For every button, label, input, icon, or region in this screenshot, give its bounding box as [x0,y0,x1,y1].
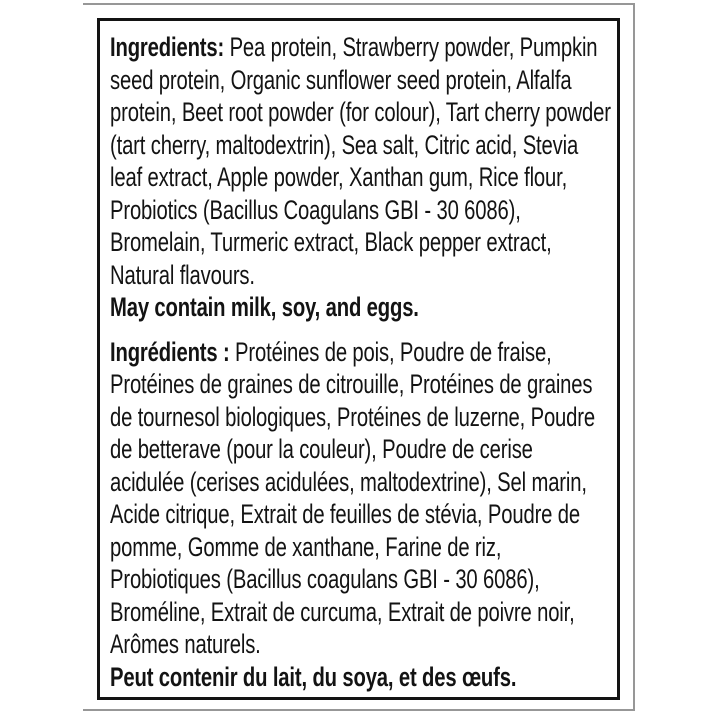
ingredients-french-heading: Ingrédients : [110,336,230,367]
ingredients-english-heading: Ingredients: [110,32,225,62]
ingredients-english [110,31,611,291]
ingredients-panel [97,18,620,700]
ingredients-english-list: Pea protein, Strawberry powder, Pumpkin seed protein, Organic sunflower seed protein, Alfalfa protein, Beet root powder (for colour), Tart cherry powder (tart cherry, maltodextrin), Sea salt, Citric acid, Stevia leaf extract, Apple powder, Xanthan gum, Rice flour, Probiotics (Bacillus Coagulans GBI - 30 6086), Bromelain, Turmeric extract, Black pepper extract, Natural flavours. [110,32,611,290]
ingredients-text-block [110,31,611,693]
ingredients-french [110,336,611,661]
allergen-statement-french: Peut contenir du lait, du soya, et des œufs. [110,661,517,692]
allergen-statement-english: May contain milk, soy, and eggs. [110,292,419,322]
ingredients-french-list: Protéines de pois, Poudre de fraise, Protéines de graines de citrouille, Protéines de graines de tournesol biologiques, Protéines de luzerne, Poudre de betterave (pour la couleur), Poudre de cerise acidulée (cerises acidulées, maltodextrine), Sel marin, Acide citrique, Extrait de feuilles de stévia, Poudre de pomme, Gomme de xanthane, Farine de riz, Probiotiques (Bacillus coagulans GBI - 30 6086), Broméline, Extrait de curcuma, Extrait de poivre noir, Arômes naturels. [110,336,595,659]
